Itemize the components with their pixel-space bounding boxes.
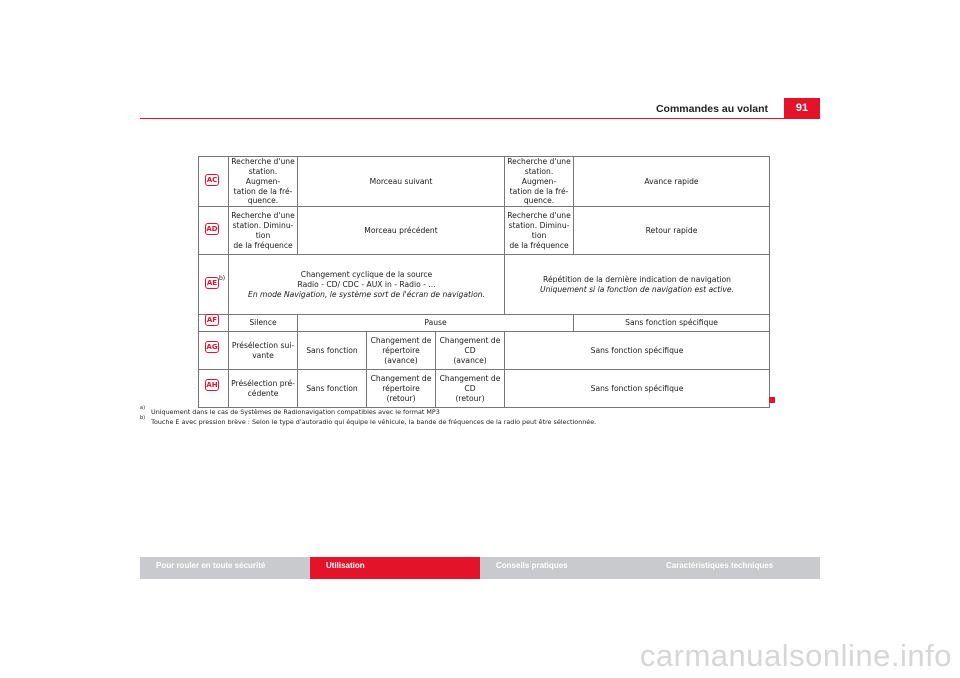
table-cell: Retour rapide <box>574 207 770 255</box>
table-cell <box>229 255 505 315</box>
table-row <box>199 370 770 408</box>
table-cell: Recherche d'une station. Diminu- tion de la fréquence <box>229 207 298 255</box>
cell-text: Répétition de la dernière indication de navigation <box>543 274 731 284</box>
table-cell: Recherche d'une station. Diminu- tion de la fréquence <box>505 207 574 255</box>
header-title: Commandes au volant <box>655 103 768 115</box>
footnote-mark: a) <box>140 405 146 411</box>
header-rule <box>140 118 820 119</box>
cell-note: En mode Navigation, le système sort de l'écran de navigation. <box>248 289 485 299</box>
table-cell: Sans fonction <box>298 370 367 408</box>
section-end-marker <box>769 397 775 403</box>
footnote-ref: b) <box>219 275 226 282</box>
table-cell: Silence <box>229 315 298 332</box>
table-row <box>199 157 770 207</box>
table-cell <box>505 255 770 315</box>
table-cell: Sans fonction spécifique <box>505 370 770 408</box>
table-cell: Changement de répertoire (retour) <box>367 370 436 408</box>
footnote-a <box>140 407 440 416</box>
table-cell: Présélection sui- vante <box>229 332 298 370</box>
key-badge-ae: AE <box>206 279 218 287</box>
footnote-text: Uniquement dans le cas de Systèmes de Radionavigation compatibles avec le format MP3 <box>151 408 440 417</box>
footer-tab-utilisation[interactable]: Utilisation <box>310 557 480 579</box>
table-row <box>199 332 770 370</box>
cell-text: Changement cyclique de la source Radio - CD/ CDC - AUX in - Radio - ... <box>297 270 436 289</box>
key-badge-af: AF <box>206 316 218 324</box>
table-cell: Sans fonction <box>298 332 367 370</box>
table-cell: Pause <box>298 315 574 332</box>
page-number: 91 <box>784 98 820 118</box>
key-badge-ac: AC <box>206 176 218 184</box>
footnote-text: Touche E avec pression brève : Selon le type d'autoradio qui équipe le véhicule, la bande de fréquences de la radio peut être sélectionnée. <box>151 418 597 427</box>
table-cell: Avance rapide <box>574 157 770 207</box>
table-cell: Changement de CD (retour) <box>436 370 505 408</box>
steering-controls-table <box>198 156 770 408</box>
footnote-b <box>140 417 596 426</box>
table-cell: Présélection pré- cédente <box>229 370 298 408</box>
footer-tab-caracteristiques[interactable]: Caractéristiques techniques <box>666 561 774 570</box>
key-badge-ad: AD <box>206 225 218 233</box>
watermark: carmanualsonline.info <box>639 638 952 673</box>
table-cell: Morceau suivant <box>298 157 505 207</box>
table-cell: Changement de répertoire (avance) <box>367 332 436 370</box>
footnote-mark: b) <box>140 415 146 421</box>
table-cell: Sans fonction spécifique <box>574 315 770 332</box>
cell-note: Uniquement si la fonction de navigation est active. <box>540 284 734 294</box>
table-cell: Recherche d'une station. Augmen- tation de la fré- quence. <box>229 157 298 207</box>
key-badge-ah: AH <box>206 381 218 389</box>
footer-tab-securite[interactable]: Pour rouler en toute sécurité <box>156 561 266 570</box>
table-row <box>199 207 770 255</box>
table-row <box>199 255 770 315</box>
footer-tab-conseils[interactable]: Conseils pratiques <box>496 561 568 570</box>
table-cell: Morceau précédent <box>298 207 505 255</box>
table-row <box>199 315 770 332</box>
table-cell: Sans fonction spécifique <box>505 332 770 370</box>
table-cell: Changement de CD (avance) <box>436 332 505 370</box>
table-cell: Recherche d'une station. Augmen- tation de la fré- quence. <box>505 157 574 207</box>
key-badge-ag: AG <box>206 343 218 351</box>
